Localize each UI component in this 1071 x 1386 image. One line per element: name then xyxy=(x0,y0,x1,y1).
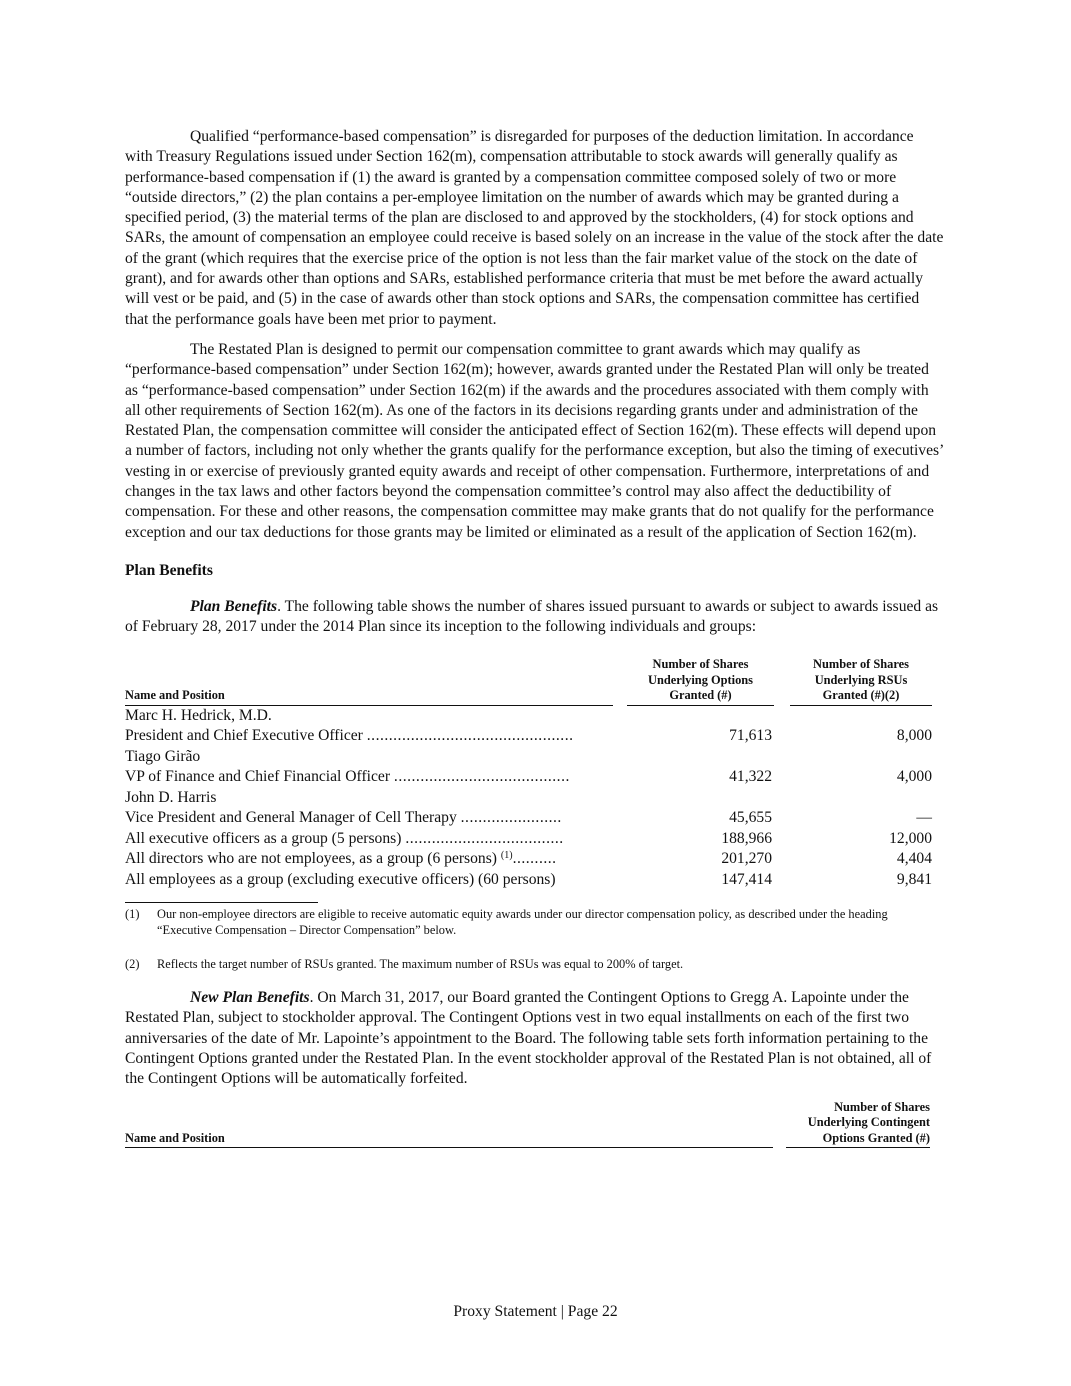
dot-leader: ........................................ xyxy=(393,768,570,786)
row-rsus-value: — xyxy=(916,809,932,827)
row-options-value: 201,270 xyxy=(721,850,772,868)
row-options-value xyxy=(627,747,774,768)
header-name-and-position: Name and Position xyxy=(125,1131,773,1149)
table-row xyxy=(125,788,932,809)
row-rsus-value: 12,000 xyxy=(889,829,932,847)
row-rsus-value xyxy=(790,706,932,727)
row-name-text: President and Chief Executive Officer xyxy=(125,727,367,745)
header-rsus-granted xyxy=(790,657,932,706)
row-name xyxy=(125,767,613,788)
section-heading-plan-benefits: Plan Benefits xyxy=(125,561,213,579)
row-options-value: 71,613 xyxy=(729,727,772,745)
paragraph-plan-benefits xyxy=(125,597,945,638)
footnote-number: (2) xyxy=(125,957,140,972)
table-row xyxy=(125,767,932,788)
row-name xyxy=(125,808,613,829)
row-options-value: 45,655 xyxy=(729,809,772,827)
table-row xyxy=(125,808,932,829)
dot-leader: .................................... xyxy=(405,829,564,847)
header-line: Options Granted (#) xyxy=(822,1130,930,1145)
row-name-text: All employees as a group (excluding executive officers) (60 persons) xyxy=(125,870,556,888)
paragraph-new-plan-benefits xyxy=(125,988,945,1089)
footnote-marker-1: (1) xyxy=(500,850,513,862)
table-row xyxy=(125,747,932,768)
table-body xyxy=(125,706,932,891)
page-content xyxy=(125,127,945,1148)
footnote-divider xyxy=(125,902,318,903)
runin-heading-new-plan-benefits: New Plan Benefits xyxy=(190,989,310,1007)
table-row xyxy=(125,849,932,870)
header-contingent-options-granted xyxy=(786,1100,930,1149)
paragraph-restated-plan: The Restated Plan is designed to permit our compensation committee to grant awards which may qualify as “performance-based compensation” under Section 162(m); however, awards granted under the Restated Plan will only be treated as “performance-based compensation” under Section 162(m) if the awards and the procedures associated with them comply with all other requirements of Section 162(m). As one of the factors in its decisions regarding grants under and administration of the Restated Plan, the compensation committee will consider the anticipated effect of Section 162(m). These effects will depend upon a number of factors, including not only whether the grants qualify for the performance exception, but also the timing of executives’ vesting in or exercise of previously granted equity awards and receipt of other compensation. Furthermore, interpretations of and changes in the tax laws and other factors beyond the compensation committee’s control may also affect the deductibility of compensation. For these and other reasons, the compensation committee may make grants that do not qualify for the performance exception and our tax deductions for those grants may be limited or eliminated as a result of the application of Section 162(m). xyxy=(125,340,944,541)
row-name-text: VP of Finance and Chief Financial Officer xyxy=(125,768,394,786)
table-row xyxy=(125,706,932,727)
row-rsus-value: 4,000 xyxy=(896,768,932,786)
dot-leader: ....................... xyxy=(460,809,562,827)
row-name xyxy=(125,726,613,747)
row-rsus-value: 4,404 xyxy=(896,850,932,868)
row-options-value: 188,966 xyxy=(721,829,772,847)
table-row xyxy=(125,870,932,891)
row-name-text: Vice President and General Manager of Cell Therapy xyxy=(125,809,461,827)
header-line: Underlying Options xyxy=(648,672,753,687)
row-rsus-value: 9,841 xyxy=(896,870,932,888)
row-name-text: John D. Harris xyxy=(125,788,217,806)
header-line: Granted (#)(2) xyxy=(822,688,900,703)
table-row xyxy=(125,726,932,747)
row-name xyxy=(125,788,613,809)
row-rsus-value: 8,000 xyxy=(896,727,932,745)
dot-leader: ............................................... xyxy=(366,727,574,745)
footnote-number: (1) xyxy=(125,907,140,922)
footnote-text: Our non-employee directors are eligible to receive automatic equity awards under our director compensation policy, as described under the heading “Executive Compensation – Director Compensation” below. xyxy=(157,907,888,938)
runin-heading-plan-benefits: Plan Benefits xyxy=(190,597,278,615)
row-rsus-value xyxy=(790,747,932,768)
header-line: Granted (#) xyxy=(669,688,732,703)
row-name-text: Marc H. Hedrick, M.D. xyxy=(125,706,272,724)
row-rsus-value xyxy=(790,788,932,809)
new-plan-benefits-table-header xyxy=(125,1100,930,1149)
row-name xyxy=(125,849,613,870)
row-name xyxy=(125,706,613,727)
dot-leader: .......... xyxy=(512,850,557,868)
row-name-text: All directors who are not employees, as a group (6 persons) xyxy=(125,850,501,868)
paragraph-performance-based-compensation: Qualified “performance-based compensation” is disregarded for purposes of the deduction limitation. In accordance with Treasury Regulations issued under Section 162(m), compensation attributable to stock awards will generally qualify as performance-based compensation if (1) the award is granted by a compensation committee composed solely of two or more “outside directors,” (2) the plan contains a per-employee limitation on the number of awards which may be granted during a specified period, (3) the material terms of the plan are disclosed to and approved by the stockholders, (4) for stock options and SARs, the amount of compensation an employee could receive is based solely on an increase in the value of the stock after the date of the grant (which requires that the exercise price of the option is not less than the fair market value of the stock on the date of grant), and for awards other than options and SARs, established performance criteria that must be met before the award actually will vest or be paid, and (5) in the case of awards other than stock options and SARs, the compensation committee has certified that the performance goals have been met prior to payment. xyxy=(125,128,944,328)
new-plan-benefits-text: . On March 31, 2017, our Board granted the Contingent Options to Gregg A. Lapointe under the Restated Plan, subject to stockholder approval. The Contingent Options vest in two equal installments on each of the first two anniversaries of the date of Mr. Lapointe’s appointment to the Board. The following table sets forth information pertaining to the Contingent Options granted under the Restated Plan. In the event stockholder approval of the Restated Plan is not obtained, all of the Contingent Options will be automatically forfeited. xyxy=(125,989,932,1088)
header-line: Number of Shares xyxy=(834,1099,930,1114)
footnote-1 xyxy=(125,906,945,938)
header-line: Underlying Contingent xyxy=(807,1115,930,1130)
row-name-text: Tiago Girão xyxy=(125,747,201,765)
header-line: Underlying RSUs xyxy=(814,672,908,687)
plan-benefits-table xyxy=(125,658,932,891)
header-line: Number of Shares xyxy=(652,657,749,672)
row-name xyxy=(125,747,613,768)
row-name xyxy=(125,870,613,891)
header-options-granted xyxy=(627,657,774,706)
page-footer: Proxy Statement | Page 22 xyxy=(453,1303,618,1320)
header-name-and-position: Name and Position xyxy=(125,688,613,706)
plan-benefits-text: . The following table shows the number of shares issued pursuant to awards or subject to awards issued as of February 28, 2017 under the 2014 Plan since its inception to the following individuals and groups: xyxy=(125,597,939,636)
row-options-value: 41,322 xyxy=(729,768,772,786)
row-options-value xyxy=(627,788,774,809)
row-options-value xyxy=(627,706,774,727)
footnote-2 xyxy=(125,956,945,972)
table-row xyxy=(125,829,932,850)
row-name-text: All executive officers as a group (5 persons) xyxy=(125,829,406,847)
table-header xyxy=(125,658,932,706)
header-line: Number of Shares xyxy=(813,657,909,672)
row-name xyxy=(125,829,613,850)
footnote-text: Reflects the target number of RSUs granted. The maximum number of RSUs was equal to 200% of target. xyxy=(157,957,684,972)
row-options-value: 147,414 xyxy=(721,870,772,888)
